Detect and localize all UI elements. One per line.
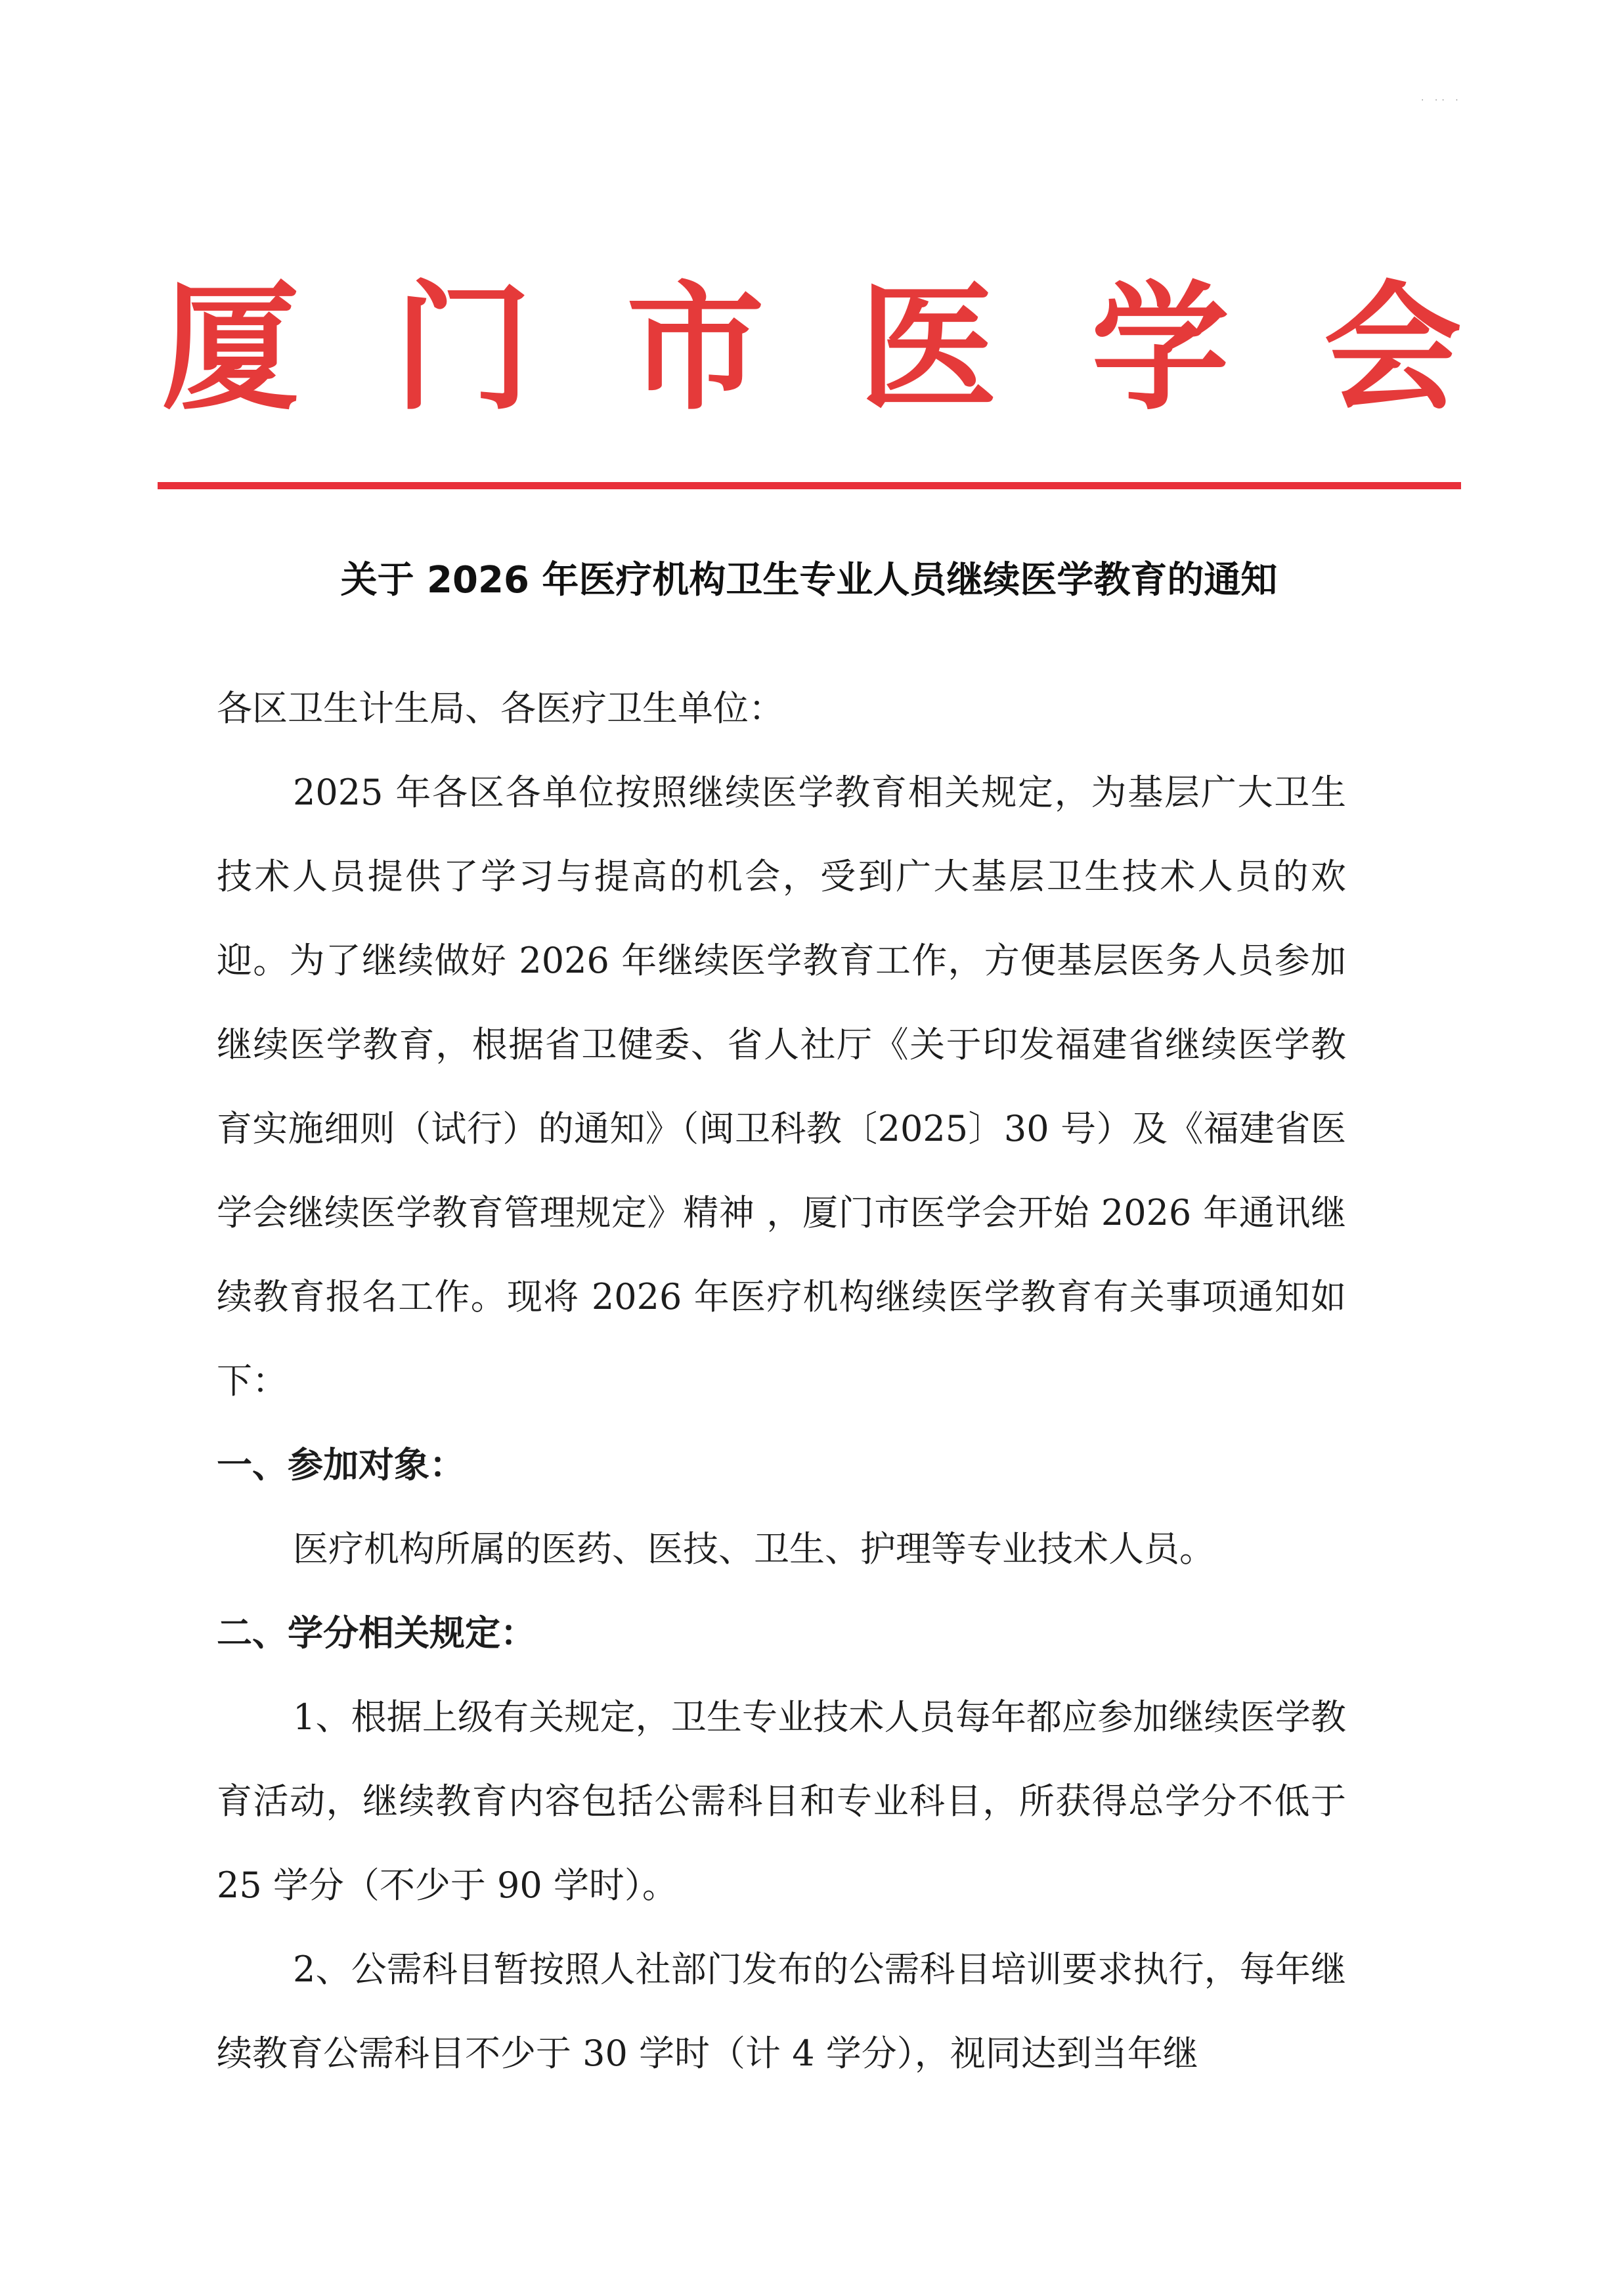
section-body-participants: 医疗机构所属的医药、医技、卫生、护理等专业技术人员。: [293, 1528, 1215, 1570]
section-heading-participants: 一、参加对象：: [217, 1444, 465, 1486]
letterhead-red-rule: [158, 482, 1461, 489]
document-title: 关于 2026 年医疗机构卫生专业人员继续医学教育的通知: [340, 559, 1278, 602]
document-body: [217, 667, 1346, 2096]
intro-paragraph: 2025 年各区各单位按照继续医学教育相关规定，为基层广大卫生技术人员提供了学习与提高的机会，受到广大基层卫生技术人员的欢迎。为了继续做好 2026 年继续医学教育工作，方便基层医务人员参加继续医学教育，根据省卫健委、省人社厅《关于印发福建省继续医学教育实施细则（试行）的通知》（闽卫科教〔2025〕30 号）及《福建省医学会继续医学教育管理规定》精神 ，厦门市医学会开始 2026 年通讯继续教育报名工作。现将 2026 年医疗机构继续医学教育有关事项通知如下：: [217, 772, 1346, 1402]
letterhead-char: 门: [393, 267, 532, 429]
section-heading-credits: 二、学分相关规定：: [217, 1612, 536, 1654]
credits-rule-2: 2、公需科目暂按照人社部门发布的公需科目培训要求执行，每年继续教育公需科目不少于 30 学时（计 4 学分），视同达到当年继: [217, 1949, 1346, 2074]
letterhead-char: 会: [1323, 267, 1462, 429]
salutation: 各区卫生计生局、各医疗卫生单位：: [217, 688, 784, 729]
letterhead-char: 医: [858, 267, 997, 429]
letterhead-char: 厦: [161, 267, 299, 429]
letterhead: [155, 263, 1468, 433]
scan-speckles: · ·· ·: [1421, 95, 1462, 106]
letterhead-char: 市: [626, 267, 764, 429]
letterhead-char: 学: [1091, 267, 1229, 429]
credits-rule-1: 1、根据上级有关规定，卫生专业技术人员每年都应参加继续医学教育活动，继续教育内容包括公需科目和专业科目，所获得总学分不低于 25 学分（不少于 90 学时）。: [217, 1696, 1346, 1906]
